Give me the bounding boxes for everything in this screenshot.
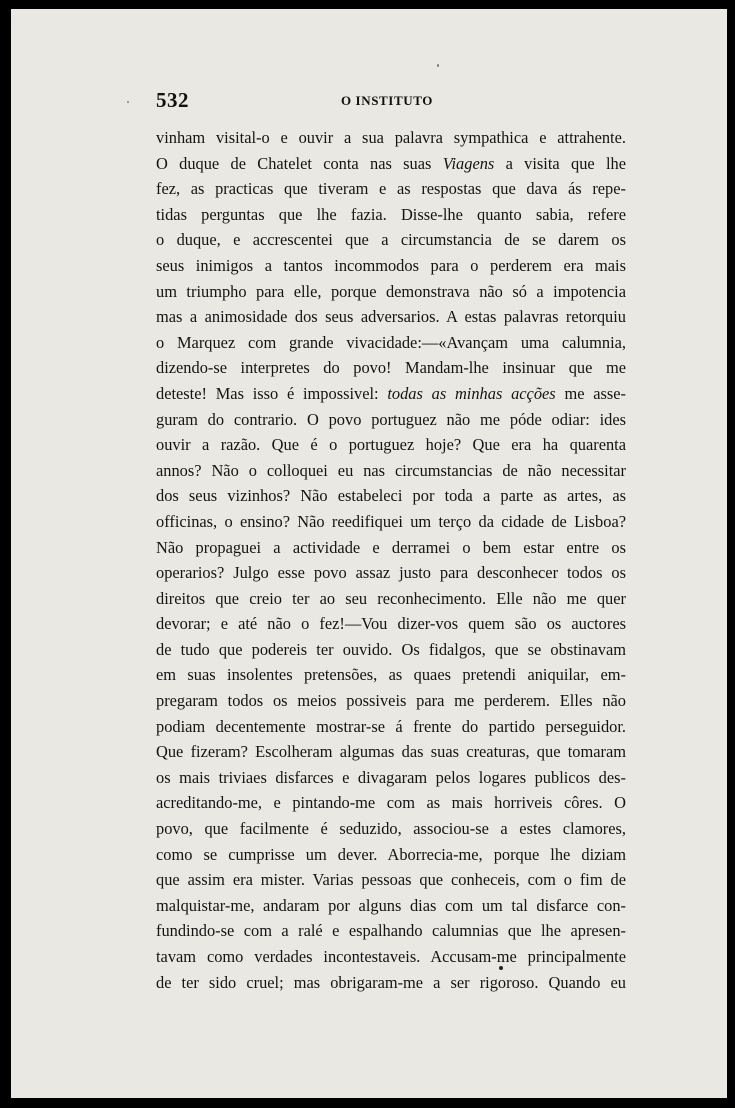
- running-title: O INSTITUTO: [341, 93, 433, 108]
- text-line: povo, que facilmente é seduzido, associou-se a estes clamores,: [156, 819, 626, 839]
- ink-speck: [499, 966, 503, 970]
- text-line: deteste! Mas isso é impossivel: todas as minhas acções me asse-: [156, 383, 626, 403]
- text-line: mas a animosidade dos seus adversarios. A estas palavras retorquiu: [156, 307, 626, 327]
- text-line: operarios? Julgo esse povo assaz justo para desconhecer todos os: [156, 563, 626, 583]
- text-line: Não propaguei a actividade e derramei o bem estar entre os: [156, 537, 626, 557]
- text-line: ouvir a razão. Que é o portuguez hoje? Que era ha quarenta: [156, 435, 626, 455]
- text-line: o duque, e accrescentei que a circumstancia de se darem os: [156, 230, 626, 250]
- ink-speck: [127, 101, 129, 103]
- text-line: O duque de Chatelet conta nas suas Viagens a visita que lhe: [156, 153, 626, 173]
- text-line: Que fizeram? Escolheram algumas das suas creaturas, que tomaram: [156, 742, 626, 762]
- text-line: em suas insolentes pretensões, as quaes pretendi aniquilar, em-: [156, 665, 626, 685]
- text-line: o Marquez com grande vivacidade:—«Avançam uma calumnia,: [156, 332, 626, 352]
- ink-speck: [437, 64, 439, 67]
- text-line: fundindo-se com a ralé e espalhando calumnias que lhe apresen-: [156, 921, 626, 941]
- text-line: tidas perguntas que lhe fazia. Disse-lhe quanto sabia, refere: [156, 204, 626, 224]
- body-text: [156, 125, 626, 995]
- text-line: tavam como verdades incontestaveis. Accusam-me principalmente: [156, 947, 626, 966]
- text-line: devorar; e até não o fez!—Vou dizer-vos quem são os auctores: [156, 614, 626, 634]
- text-line: fez, as practicas que tiveram e as respostas que dava ás repe-: [156, 179, 626, 199]
- text-line: direitos que creio ter ao seu reconhecimento. Elle não me quer: [156, 588, 626, 608]
- text-line: acreditando-me, e pintando-me com as mais horriveis côres. O: [156, 793, 626, 813]
- text-line: vinham visital-o e ouvir a sua palavra sympathica e attrahente.: [156, 128, 626, 147]
- text-line: dos seus vizinhos? Não estabeleci por toda a parte as artes, as: [156, 486, 626, 506]
- text-line: malquistar-me, andaram por alguns dias com um tal disfarce con-: [156, 895, 626, 915]
- text-line: um triumpho para elle, porque demonstrava não só a impotencia: [156, 281, 626, 301]
- emphasis: todas as minhas acções: [387, 383, 556, 403]
- text-line: que assim era mister. Varias pessoas que conheceis, com o fim de: [156, 870, 626, 890]
- text-line: os mais triviaes disfarces e divagaram pelos logares publicos des-: [156, 767, 626, 787]
- text-line: guram do contrario. O povo portuguez não me póde odiar: ides: [156, 409, 626, 429]
- text-line: de ter sido cruel; mas obrigaram-me a ser rigoroso. Quando eu: [156, 972, 626, 992]
- text-line: podiam decentemente mostrar-se á frente do partido perseguidor.: [156, 716, 626, 736]
- text-line: officinas, o ensino? Não reedifiquei um terço da cidade de Lisboa?: [156, 511, 626, 531]
- text-line: seus inimigos a tantos incommodos para o perderem era mais: [156, 255, 626, 275]
- text-line: annos? Não o colloquei eu nas circumstancias de não necessitar: [156, 460, 626, 480]
- book-title: Viagens: [442, 153, 495, 173]
- text-line: de tudo que podereis ter ouvido. Os fidalgos, que se obstinavam: [156, 639, 626, 659]
- text-line: como se cumprisse um dever. Aborrecia-me, porque lhe diziam: [156, 844, 626, 864]
- text-line: dizendo-se interpretes do povo! Mandam-lhe insinuar que me: [156, 358, 626, 378]
- page-header: [156, 88, 626, 114]
- page-number: 532: [156, 88, 189, 112]
- text-line: pregaram todos os meios possiveis para me perderem. Elles não: [156, 691, 626, 711]
